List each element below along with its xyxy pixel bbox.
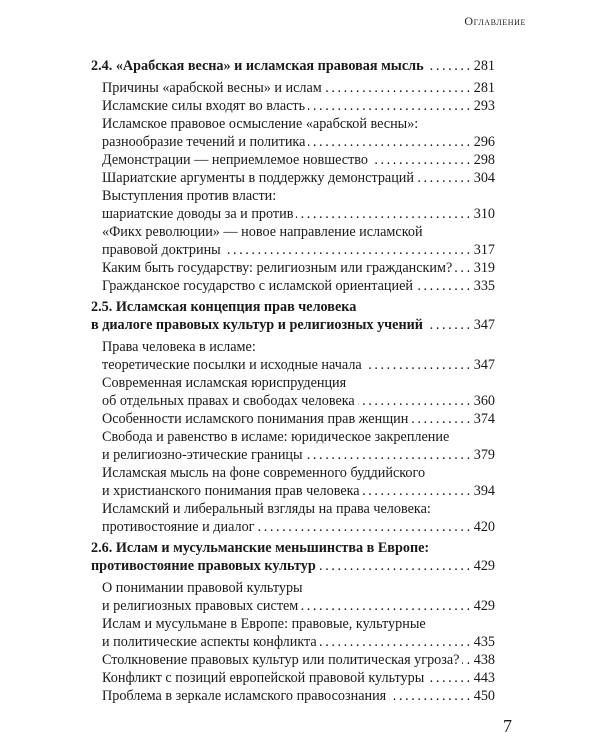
toc-entry-title: 2.5. Исламская концепция прав человека — [91, 299, 357, 315]
toc-entry-title: Выступления против власти: — [102, 188, 277, 204]
toc-entry-title: Каким быть государству: религиозным или гражданским? — [102, 260, 453, 276]
dot-leader — [306, 446, 473, 464]
toc-line — [102, 597, 495, 615]
dot-leader — [363, 482, 473, 500]
toc-entry-title: 2.4. «Арабская весна» и исламская правовая мысль — [91, 58, 424, 74]
dot-leader — [325, 79, 473, 97]
toc-line — [91, 557, 495, 575]
toc-entry-title: Особенности исламского понимания прав женщин — [102, 411, 409, 427]
toc-line — [102, 187, 495, 205]
toc-subentry — [91, 464, 495, 500]
dot-leader — [224, 241, 473, 259]
toc-line — [102, 669, 495, 687]
dot-leader — [411, 410, 472, 428]
toc-subentry — [91, 79, 495, 97]
toc-line — [91, 57, 495, 75]
toc-line — [102, 79, 495, 97]
toc-line — [102, 205, 495, 223]
toc-line — [102, 633, 495, 651]
toc-entry-title: об отдельных правах и свободах человека — [102, 393, 355, 409]
toc-entry-title: Гражданское государство с исламской ориентацией — [102, 278, 413, 294]
toc-entry-title: Современная исламская юриспруденция — [102, 375, 347, 391]
dot-leader — [416, 277, 473, 295]
toc-entry-title: Права человека в исламе: — [102, 339, 256, 355]
toc-subentry — [91, 428, 495, 464]
toc-entry-title: и религиозных правовых систем — [102, 598, 299, 614]
toc-entry-title: Исламская мысль на фоне современного буддийского — [102, 465, 426, 481]
toc-entry-title: Исламское правовое осмысление «арабской весны»: — [102, 116, 419, 132]
toc-page-number: 374 — [473, 411, 495, 427]
toc-entry-title: теоретические посылки и исходные начала — [102, 357, 362, 373]
toc-page-number: 281 — [473, 80, 495, 96]
toc-page-number: 317 — [473, 242, 495, 258]
toc-line — [102, 500, 495, 518]
toc-subentry — [91, 97, 495, 115]
toc-line — [102, 151, 495, 169]
toc-line — [102, 410, 495, 428]
toc-line — [102, 259, 495, 277]
dot-leader — [389, 687, 473, 705]
toc-subentry — [91, 410, 495, 428]
toc-page-number: 304 — [473, 170, 495, 186]
toc-entry-title: разнообразие течений и политика — [102, 134, 306, 150]
toc-entry-title: в диалоге правовых культур и религиозных учений — [91, 317, 423, 333]
toc-entry-title: противостояние правовых культур — [91, 558, 316, 574]
toc-entry-title: и христианского понимания прав человека — [102, 483, 360, 499]
dot-leader — [296, 205, 472, 223]
toc-line — [102, 374, 495, 392]
toc-entry-title: 2.6. Ислам и мусульманские меньшинства в Европе: — [91, 540, 430, 556]
toc-page-number: 347 — [473, 317, 495, 333]
dot-leader — [426, 316, 473, 334]
toc-page-number: 296 — [473, 134, 495, 150]
toc-page-number: 293 — [473, 98, 495, 114]
dot-leader — [258, 518, 473, 536]
toc-subentry — [91, 615, 495, 651]
toc-page-number: 435 — [473, 634, 495, 650]
toc-section-entry — [91, 57, 495, 75]
toc-entry-title: Демонстрации — неприемлемое новшество — [102, 152, 368, 168]
toc-subentry — [91, 277, 495, 295]
toc-entry-title: правовой доктрины — [102, 242, 221, 258]
toc-subentry — [91, 669, 495, 687]
toc-entry-title: Свобода и равенство в исламе: юридическое закрепление — [102, 429, 450, 445]
table-of-contents — [91, 57, 495, 705]
dot-leader — [427, 669, 472, 687]
dot-leader — [417, 169, 473, 187]
toc-entry-title: Проблема в зеркале исламского правосознания — [102, 688, 387, 704]
toc-page-number: 347 — [473, 357, 495, 373]
toc-line — [102, 356, 495, 374]
toc-subentry — [91, 151, 495, 169]
toc-page-number: 310 — [473, 206, 495, 222]
toc-subentry — [91, 187, 495, 223]
dot-leader — [320, 633, 473, 651]
toc-page-number: 281 — [473, 58, 495, 74]
toc-line — [91, 298, 495, 316]
toc-line — [102, 169, 495, 187]
dot-leader — [462, 651, 472, 669]
toc-entry-title: и политические аспекты конфликта — [102, 634, 317, 650]
toc-subentry — [91, 259, 495, 277]
toc-page-number: 335 — [473, 278, 495, 294]
toc-subentry — [91, 687, 495, 705]
toc-line — [102, 446, 495, 464]
dot-leader — [371, 151, 473, 169]
toc-entry-title: шариатские доводы за и против — [102, 206, 294, 222]
toc-line — [102, 241, 495, 259]
toc-line — [102, 518, 495, 536]
toc-line — [102, 615, 495, 633]
toc-page-number: 443 — [473, 670, 495, 686]
toc-entry-title: Конфликт с позиций европейской правовой культуры — [102, 670, 425, 686]
toc-page-number: 450 — [473, 688, 495, 704]
toc-line — [91, 539, 495, 557]
dot-leader — [308, 97, 473, 115]
toc-page-number: 438 — [473, 652, 495, 668]
toc-page-number: 429 — [473, 558, 495, 574]
dot-leader — [427, 57, 473, 75]
toc-line — [102, 482, 495, 500]
toc-page-number: 394 — [473, 483, 495, 499]
toc-subentry — [91, 579, 495, 615]
toc-line — [102, 428, 495, 446]
toc-entry-title: и религиозно-этические границы — [102, 447, 303, 463]
toc-line — [102, 277, 495, 295]
toc-line — [102, 133, 495, 151]
dot-leader — [358, 392, 473, 410]
toc-subentry — [91, 338, 495, 374]
toc-line — [102, 338, 495, 356]
toc-page-number: 379 — [473, 447, 495, 463]
toc-line — [102, 579, 495, 597]
toc-entry-title: «Фикх революции» — новое направление исламской — [102, 224, 423, 240]
toc-page-number: 420 — [473, 519, 495, 535]
toc-subentry — [91, 374, 495, 410]
toc-section-entry — [91, 539, 495, 575]
toc-line — [102, 392, 495, 410]
dot-leader — [308, 133, 472, 151]
dot-leader — [455, 259, 472, 277]
toc-entry-title: Исламские силы входят во власть — [102, 98, 306, 114]
running-head: Оглавление — [464, 14, 526, 28]
toc-entry-title: Исламский и либеральный взгляды на права человека: — [102, 501, 431, 517]
toc-line — [102, 115, 495, 133]
toc-subentry — [91, 651, 495, 669]
toc-page-number: 429 — [473, 598, 495, 614]
toc-page-number: 298 — [473, 152, 495, 168]
toc-entry-title: Причины «арабской весны» и ислам — [102, 80, 322, 96]
dot-leader — [365, 356, 473, 374]
dot-leader — [301, 597, 472, 615]
toc-page-number: 360 — [473, 393, 495, 409]
toc-line — [102, 223, 495, 241]
toc-entry-title: О понимании правовой культуры — [102, 580, 303, 596]
toc-subentry — [91, 169, 495, 187]
toc-line — [102, 651, 495, 669]
toc-entry-title: Ислам и мусульмане в Европе: правовые, культурные — [102, 616, 426, 632]
toc-line — [102, 97, 495, 115]
page-number: 7 — [503, 716, 512, 736]
toc-line — [102, 464, 495, 482]
toc-entry-title: Шариатские аргументы в поддержку демонстраций — [102, 170, 414, 186]
toc-entry-title: Столкновение правовых культур или политическая угроза? — [102, 652, 460, 668]
toc-line — [102, 687, 495, 705]
toc-page-number: 319 — [473, 260, 495, 276]
toc-section-entry — [91, 298, 495, 334]
toc-subentry — [91, 500, 495, 536]
toc-entry-title: противостояние и диалог — [102, 519, 255, 535]
toc-subentry — [91, 115, 495, 151]
toc-subentry — [91, 223, 495, 259]
dot-leader — [319, 557, 473, 575]
toc-line — [91, 316, 495, 334]
